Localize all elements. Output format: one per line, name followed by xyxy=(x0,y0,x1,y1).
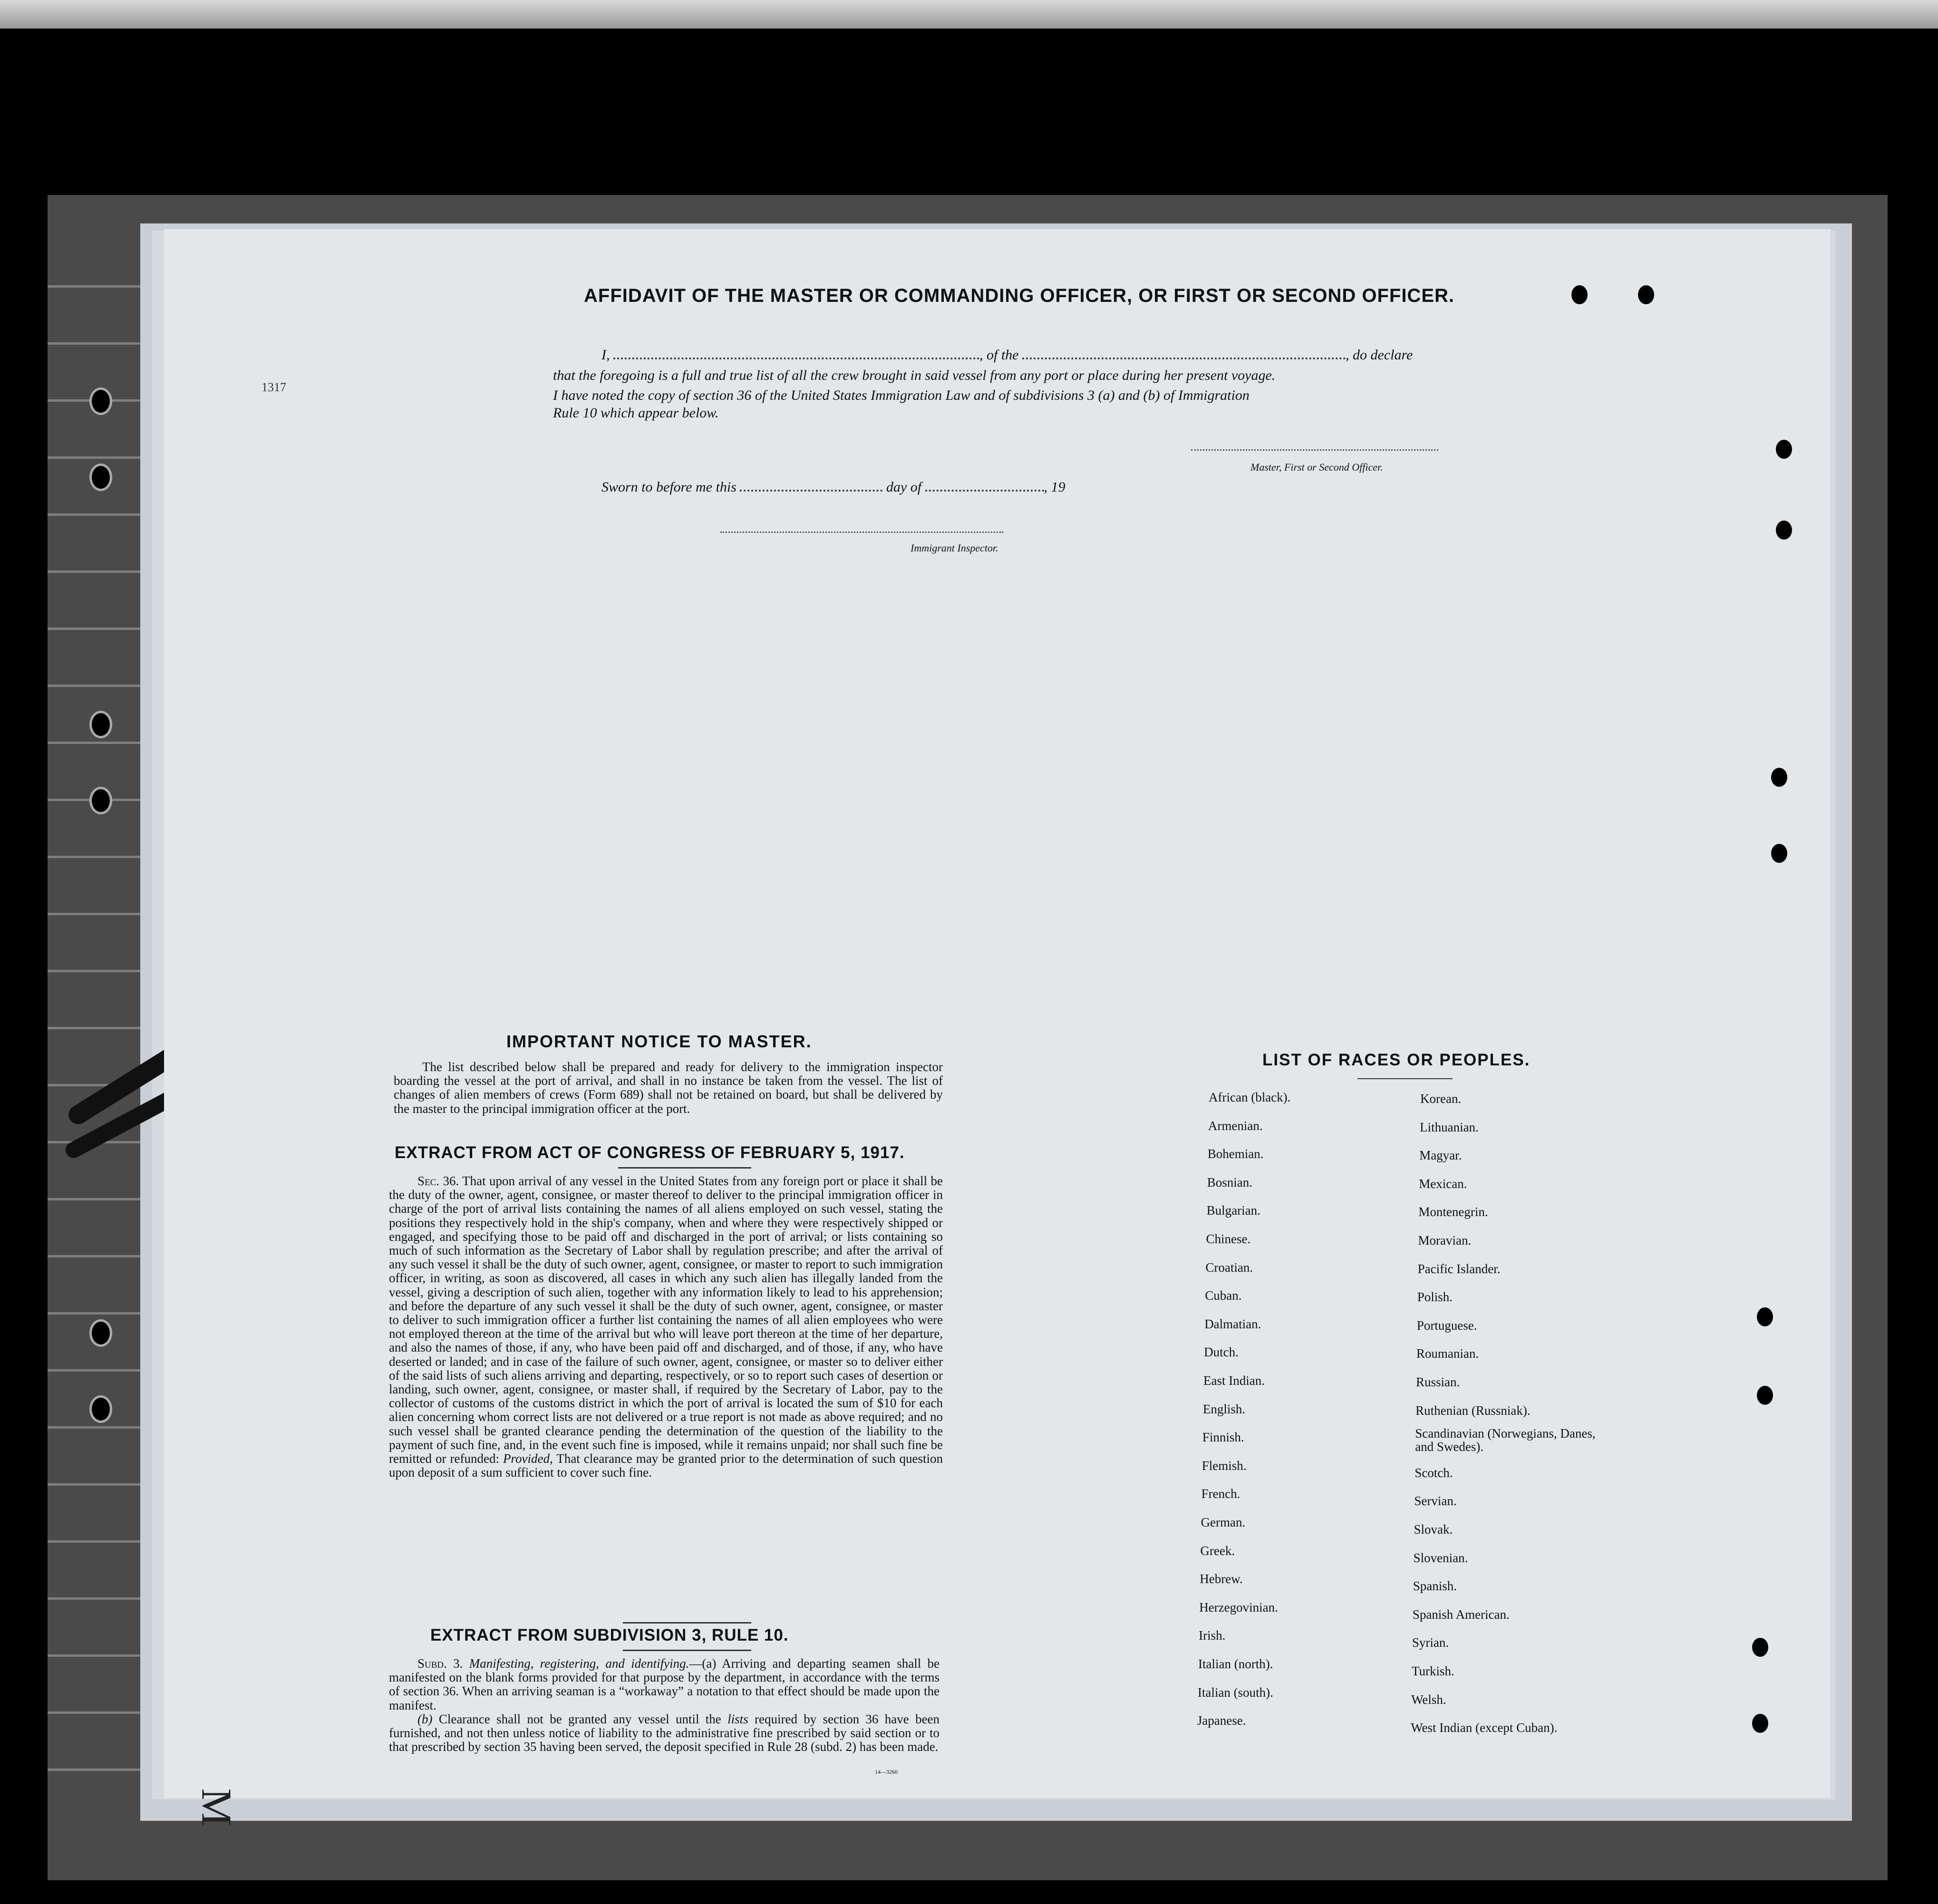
race-item: Welsh. xyxy=(1411,1692,1446,1707)
race-item: Slovak. xyxy=(1414,1522,1453,1537)
punch-hole xyxy=(1757,1386,1773,1405)
notice-paragraph: The list described below shall be prepared and ready for delivery to the immigration inspector boarding the vessel at the port of arrival, and shall in no instance be taken from the vessel. The list of changes of alien members of crews (Form 689) shall not be retained on board, but shall be delivered by the master to the principal immigration officer at the port. xyxy=(394,1060,943,1116)
para-a-text: Arriving and departing seamen shall be manifested on the blank forms provided for that purpose by the department, in accordance with the terms of section 36. When an arriving seaman is a “workaway” a notation to that effect should be made upon the manifest. xyxy=(389,1656,940,1712)
punch-hole xyxy=(1752,1714,1768,1733)
act-extract-text xyxy=(389,1174,943,1479)
races-title: LIST OF RACES OR PEOPLES. xyxy=(1262,1051,1531,1069)
race-item: West Indian (except Cuban). xyxy=(1411,1720,1558,1735)
scan-top-edge xyxy=(0,0,1938,29)
race-item: English. xyxy=(1202,1401,1246,1416)
race-item: German. xyxy=(1201,1515,1246,1529)
race-item: Portuguese. xyxy=(1416,1318,1477,1333)
binder-hole xyxy=(89,711,112,738)
vessel-blank[interactable] xyxy=(1022,348,1346,359)
year-label: , 19 xyxy=(1044,479,1066,495)
race-item: Herzegovinian. xyxy=(1199,1600,1278,1614)
races-title-rule xyxy=(1357,1078,1453,1079)
race-item: Slovenian. xyxy=(1413,1550,1468,1565)
provided-label: Provided, xyxy=(503,1451,553,1466)
subd-a-paragraph xyxy=(389,1657,940,1712)
para-b-end: required by section 36 have been furnished, and not then unless notice of liability to the administrative fine prescribed by said section or to that prescribed by section 35 having been served, the deposit specified in Rule 28 (subd. 2) has been made. xyxy=(389,1711,940,1754)
race-item: Chinese. xyxy=(1206,1232,1251,1246)
sec36-text-end: That clearance may be granted prior to the determination of such question upon deposit of a sum sufficient to cover such fine. xyxy=(389,1451,943,1480)
name-blank[interactable] xyxy=(613,348,979,359)
para-a-label: —(a) xyxy=(689,1656,717,1671)
punch-hole xyxy=(1771,768,1787,787)
punch-hole xyxy=(1752,1638,1768,1657)
para-b-lists: lists xyxy=(727,1711,748,1726)
race-item: Servian. xyxy=(1414,1494,1457,1508)
race-item: Scandinavian (Norwegians, Danes, and Swedes). xyxy=(1415,1426,1596,1454)
binder-hole xyxy=(89,464,112,491)
punch-hole xyxy=(1776,521,1792,540)
subd-b-paragraph xyxy=(389,1712,940,1754)
race-item: Armenian. xyxy=(1208,1118,1263,1133)
race-item: Cuban. xyxy=(1205,1288,1242,1303)
sec36-paragraph xyxy=(389,1174,943,1479)
affidavit-title: AFFIDAVIT OF THE MASTER OR COMMANDING OFFICER, OR FIRST OR SECOND OFFICER. xyxy=(584,285,1454,306)
sec36-text: That upon arrival of any vessel in the United States from any foreign port or place it shall be the duty of the owner, agent, consignee, or master thereof to deliver to the principal immigration officer in charge of the port of arrival lists containing the names of all aliens employed on such vessel, stating the positions they respectively hold in the ship's company, when and where they were respectively shipped or engaged, and specifying those to be paid off and discharged in the port of arrival; or lists containing so much of such information as the Secretary of Labor shall by regulation prescribe; and after the arrival of any such vessel it shall be the duty of such owner, agent, consignee, or master to report to such immigration officer, in writing, as soon as discovered, all cases in which any such alien has illegally landed from the vessel, giving a description of such alien, together with any information likely to lead to his apprehension; and before the departure of any such vessel it shall be the duty of such owner, agent, consignee, or master to deliver to such immigration officer a further list containing the names of all alien employees who were not employed thereon at the time of the arrival but who will leave port thereon at the time of her departure, and also the names of those, if any, who have been paid off and discharged, and of those, if any, who have deserted or landed; and in case of the failure of such owner, agent, consignee, or master so to deliver either of the said lists of such aliens arriving and departing, respectively, or so to report such cases of desertion or landing, such owner, agent, consignee, or master shall, if required by the Secretary of Labor, pay to the collector of customs of the customs district in which the port of arrival is located the sum of $10 for each alien concerning whom correct lists are not delivered or a true report is not made as above required; and no such vessel shall be granted clearance pending the determination of the question of the liability to the payment of such fine, and, in the event such fine is imposed, while it remains unpaid; nor shall such fine be remitted or refunded: xyxy=(389,1174,943,1466)
race-item: Magyar. xyxy=(1419,1148,1462,1163)
master-signature-line[interactable] xyxy=(1191,449,1438,451)
subd-label: Subd. 3. xyxy=(417,1656,463,1671)
race-item: Syrian. xyxy=(1412,1635,1449,1650)
race-item: Italian (north). xyxy=(1198,1657,1273,1671)
race-item: Bosnian. xyxy=(1207,1175,1252,1189)
race-item: Finnish. xyxy=(1202,1430,1244,1445)
race-item: Pacific Islander. xyxy=(1417,1261,1501,1276)
manifest-page xyxy=(164,229,1831,1798)
i-label: I, xyxy=(601,347,610,363)
race-item: Spanish. xyxy=(1413,1579,1457,1594)
binder-hole xyxy=(89,387,112,415)
race-item: Croatian. xyxy=(1205,1260,1253,1275)
heading-rule xyxy=(623,1650,751,1651)
form-number: 14—3260 xyxy=(875,1769,898,1775)
race-item: Dutch. xyxy=(1204,1345,1239,1360)
race-item: Spanish American. xyxy=(1412,1607,1510,1622)
section-label: Sec. 36. xyxy=(417,1174,459,1188)
race-item: Lithuanian. xyxy=(1420,1120,1479,1134)
race-item: Polish. xyxy=(1417,1290,1453,1305)
heading-rule xyxy=(618,1167,751,1169)
sworn-month-blank[interactable] xyxy=(925,480,1044,492)
race-item: Bulgarian. xyxy=(1206,1203,1260,1218)
race-item: African (black). xyxy=(1209,1090,1291,1104)
para-b-start: Clearance shall not be granted any vessel until the xyxy=(438,1711,721,1726)
race-item: Montenegrin. xyxy=(1418,1205,1488,1219)
binder-hole xyxy=(89,1395,112,1423)
race-item: Ruthenian (Russniak). xyxy=(1415,1403,1531,1418)
margin-mark: M xyxy=(193,1788,240,1827)
punch-hole xyxy=(1776,440,1792,459)
punch-hole xyxy=(1757,1307,1773,1326)
para-b-label: (b) xyxy=(417,1711,433,1726)
race-item: Scotch. xyxy=(1415,1465,1453,1480)
notice-text xyxy=(394,1060,943,1116)
binder-hole xyxy=(89,787,112,814)
race-item: Mexican. xyxy=(1419,1176,1467,1191)
sworn-day-blank[interactable] xyxy=(740,480,882,492)
declaration-line xyxy=(601,347,1413,363)
do-declare-label: , do declare xyxy=(1346,347,1413,363)
race-item: Bohemian. xyxy=(1207,1147,1264,1161)
race-item: Japanese. xyxy=(1197,1713,1246,1728)
day-of-label: day of xyxy=(886,479,922,495)
subd-title: Manifesting, registering, and identifying. xyxy=(469,1656,689,1671)
race-item: Flemish. xyxy=(1202,1458,1247,1473)
rule-extract-heading: EXTRACT FROM SUBDIVISION 3, RULE 10. xyxy=(430,1626,789,1644)
race-item: Turkish. xyxy=(1412,1664,1454,1678)
race-item: Dalmatian. xyxy=(1204,1316,1261,1331)
race-item: East Indian. xyxy=(1203,1373,1265,1388)
binder-hole xyxy=(89,1319,112,1347)
margin-scribble: 1317 xyxy=(262,380,286,394)
of-the-label: , of the xyxy=(979,347,1019,363)
statement-line-2: I have noted the copy of section 36 of the United States Immigration Law and of subdivisions 3 (a) and (b) of Immigration xyxy=(553,387,1250,403)
heading-rule xyxy=(623,1622,751,1624)
punch-hole xyxy=(1638,285,1654,304)
race-item: Russian. xyxy=(1416,1375,1460,1389)
race-item: French. xyxy=(1201,1487,1240,1501)
race-item: Korean. xyxy=(1420,1092,1462,1106)
race-item: Italian (south). xyxy=(1197,1685,1273,1700)
sworn-label: Sworn to before me this xyxy=(601,479,736,495)
race-item: Hebrew. xyxy=(1200,1572,1243,1586)
punch-hole xyxy=(1771,844,1787,863)
notice-title: IMPORTANT NOTICE TO MASTER. xyxy=(506,1032,812,1051)
act-extract-heading: EXTRACT FROM ACT OF CONGRESS OF FEBRUARY 5, 1917. xyxy=(395,1143,905,1162)
race-item: Irish. xyxy=(1199,1628,1226,1643)
punch-hole xyxy=(1571,285,1588,304)
inspector-signature-line[interactable] xyxy=(720,532,1003,533)
rule-extract-text xyxy=(389,1657,940,1754)
statement-line-1: that the foregoing is a full and true list of all the crew brought in said vessel from any port or place during her present voyage. xyxy=(553,367,1276,383)
master-signature-label: Master, First or Second Officer. xyxy=(1250,461,1383,473)
race-item: Moravian. xyxy=(1418,1233,1472,1247)
statement-line-3: Rule 10 which appear below. xyxy=(553,405,719,421)
race-item: Greek. xyxy=(1200,1543,1235,1558)
race-item: Roumanian. xyxy=(1416,1346,1479,1361)
sworn-line xyxy=(601,479,1066,495)
inspector-label: Immigrant Inspector. xyxy=(911,542,998,554)
